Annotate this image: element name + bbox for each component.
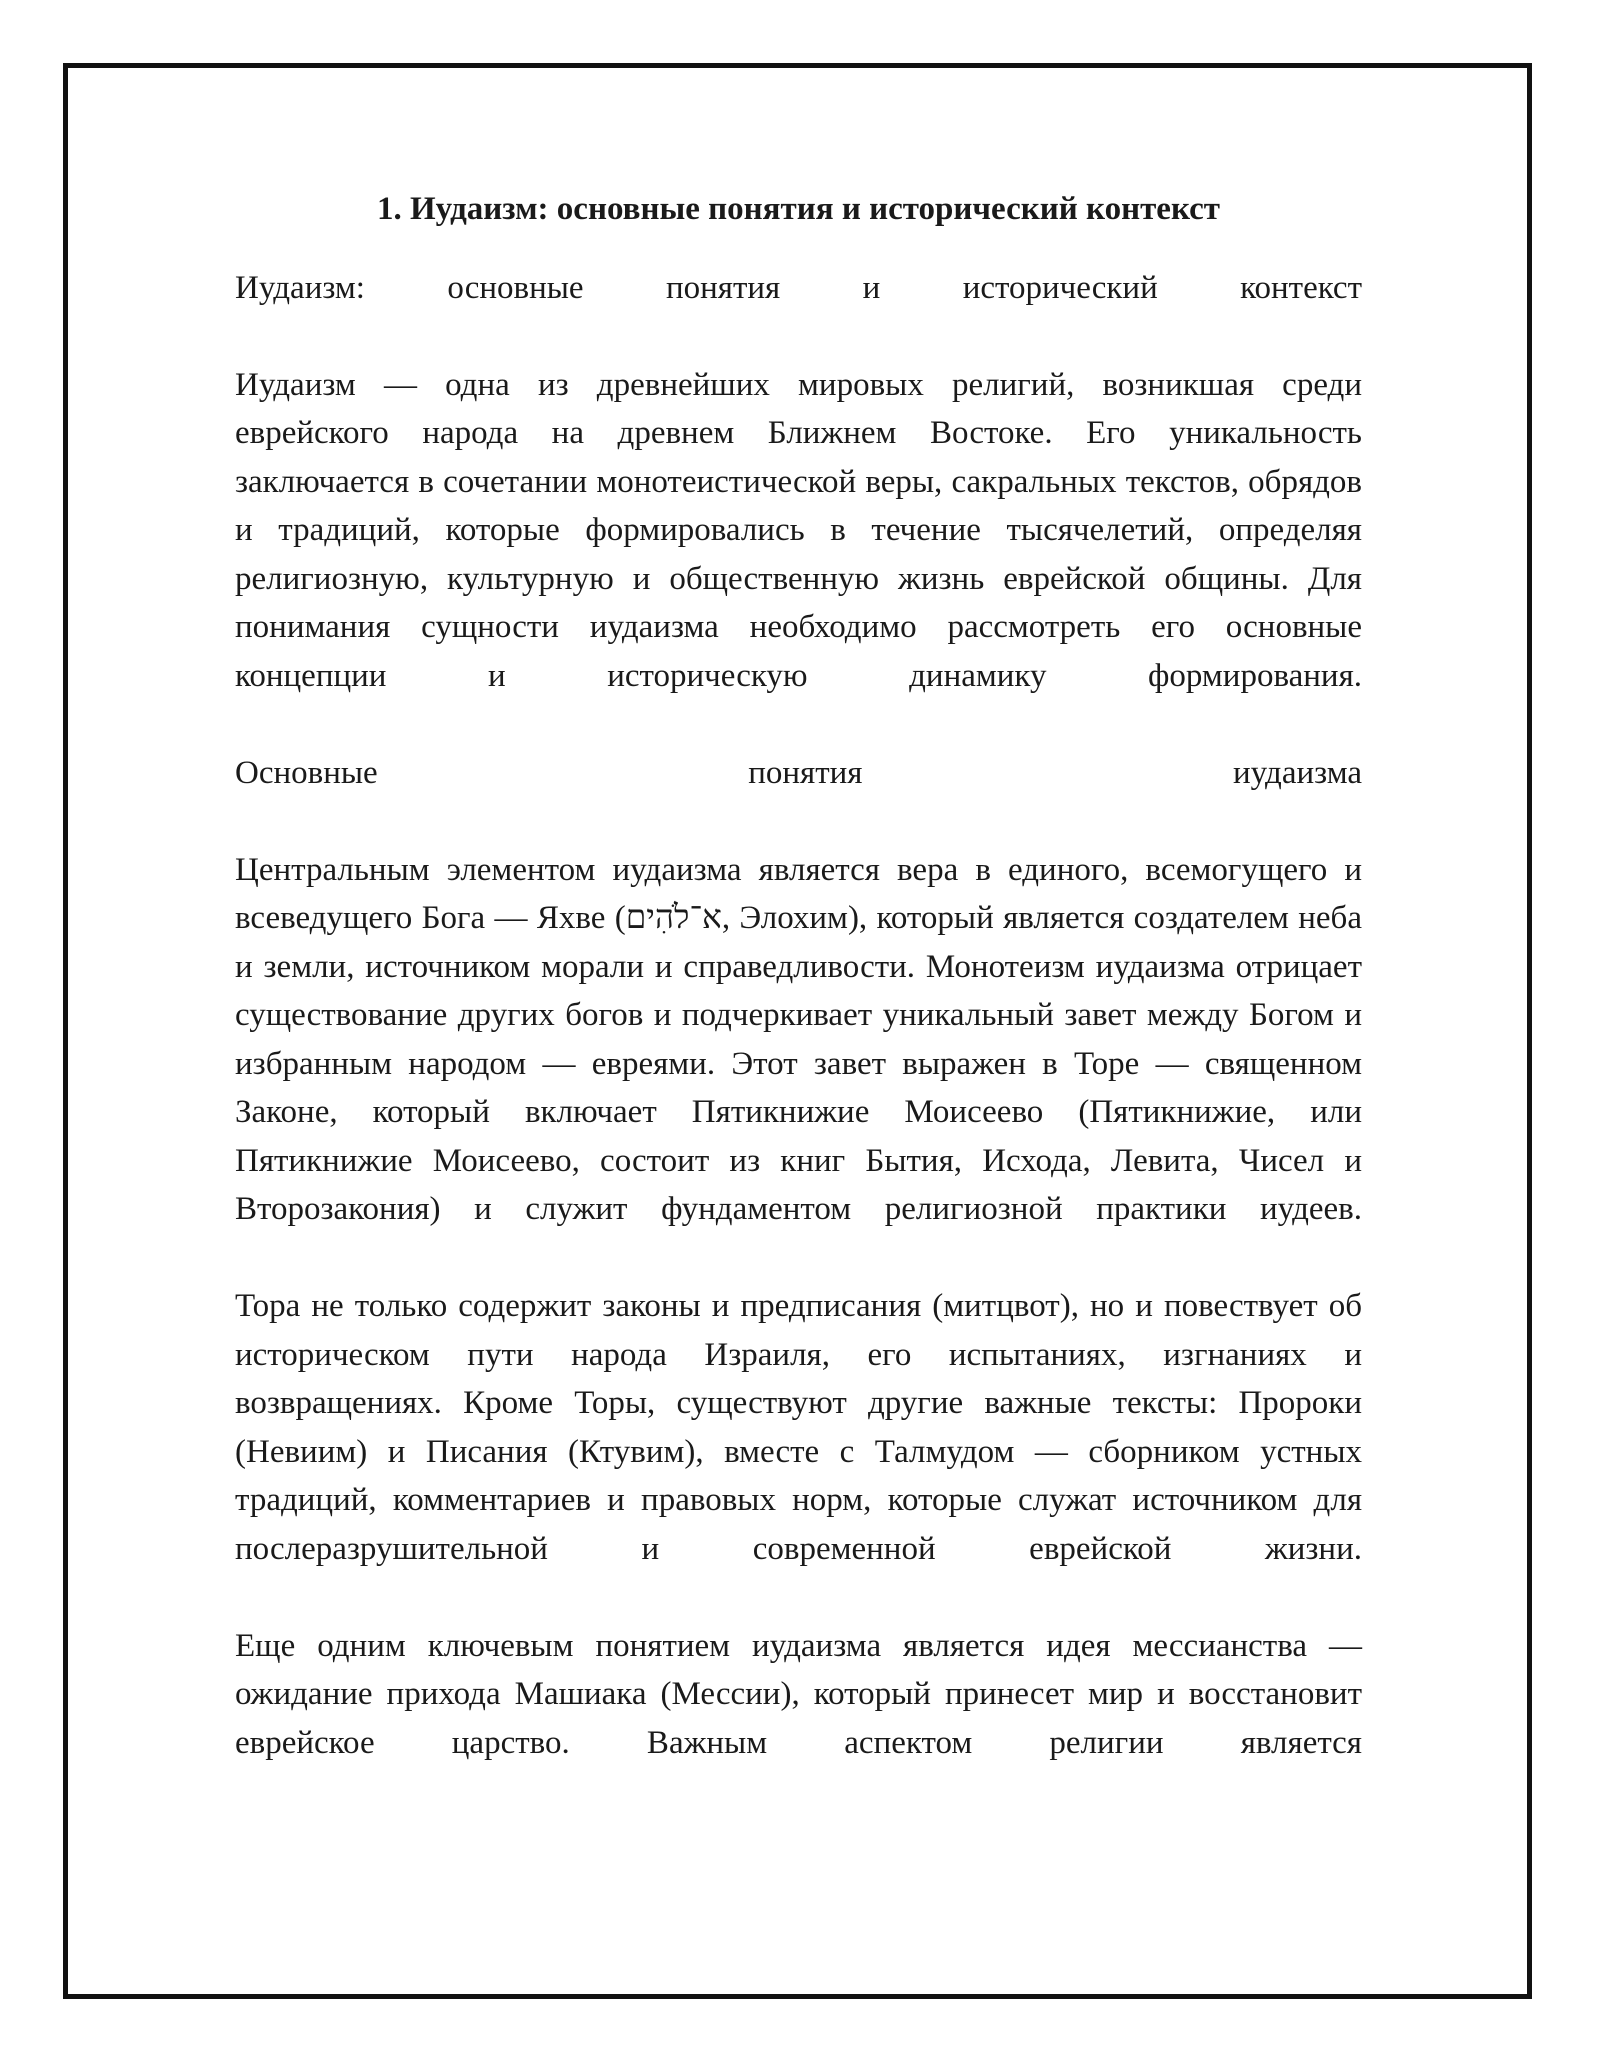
paragraph-intro: Иудаизм — одна из древнейших мировых религий, возникшая среди еврейского народа на древнем Ближнем Востоке. Его уникальность заключается в сочетании монотеистической веры, сакральных текстов, обрядов и традиций, которые формировались в течение тысячелетий, определяя религиозную, культурную и общественную жизнь еврейской общины. Для понимания сущности иудаизма необходимо рассмотреть его основные концепции и историческую динамику формирования. [235,366,1362,694]
paragraph-section-title: Основные понятия иудаизма [235,754,1362,791]
paragraph-messianism: Еще одним ключевым понятием иудаизма является идея мессианства — ожидание прихода Машиака (Мессии), который принесет мир и восстановит еврейское царство. Важным аспектом религии является [235,1627,1362,1761]
document-heading: 1. Иудаизм: основные понятия и исторический контекст [376,191,1220,227]
paragraph-monotheism: Центральным элементом иудаизма является вера в единого, всемогущего и всеведущего Бога — Яхве (א־לֹהִים, Элохим), который является создателем неба и земли, источником морали и справедливости. Монотеизм иудаизма отрицает существование других богов и подчеркивает уникальный завет между Богом и избранным народом — евреями. Этот завет выражен в Торе — священном Законе, который включает Пятикнижие Моисеево (Пятикнижие, или Пятикнижие Моисеево, состоит из книг Бытия, Исхода, Левита, Чисел и Второзакония) и служит фундаментом религиозной практики иудеев. [235,851,1362,1227]
document-body [235,185,1362,1767]
paragraph-torah: Тора не только содержит законы и предписания (митцвот), но и повествует об историческом пути народа Израиля, его испытаниях, изгнаниях и возвращениях. Кроме Торы, существуют другие важные тексты: Пророки (Невиим) и Писания (Ктувим), вместе с Талмудом — сборником устных традиций, комментариев и правовых норм, которые служат источником для послеразрушительной и современной еврейской жизни. [235,1288,1362,1567]
paragraph-subtitle: Иудаизм: основные понятия и исторический контекст [235,269,1362,306]
